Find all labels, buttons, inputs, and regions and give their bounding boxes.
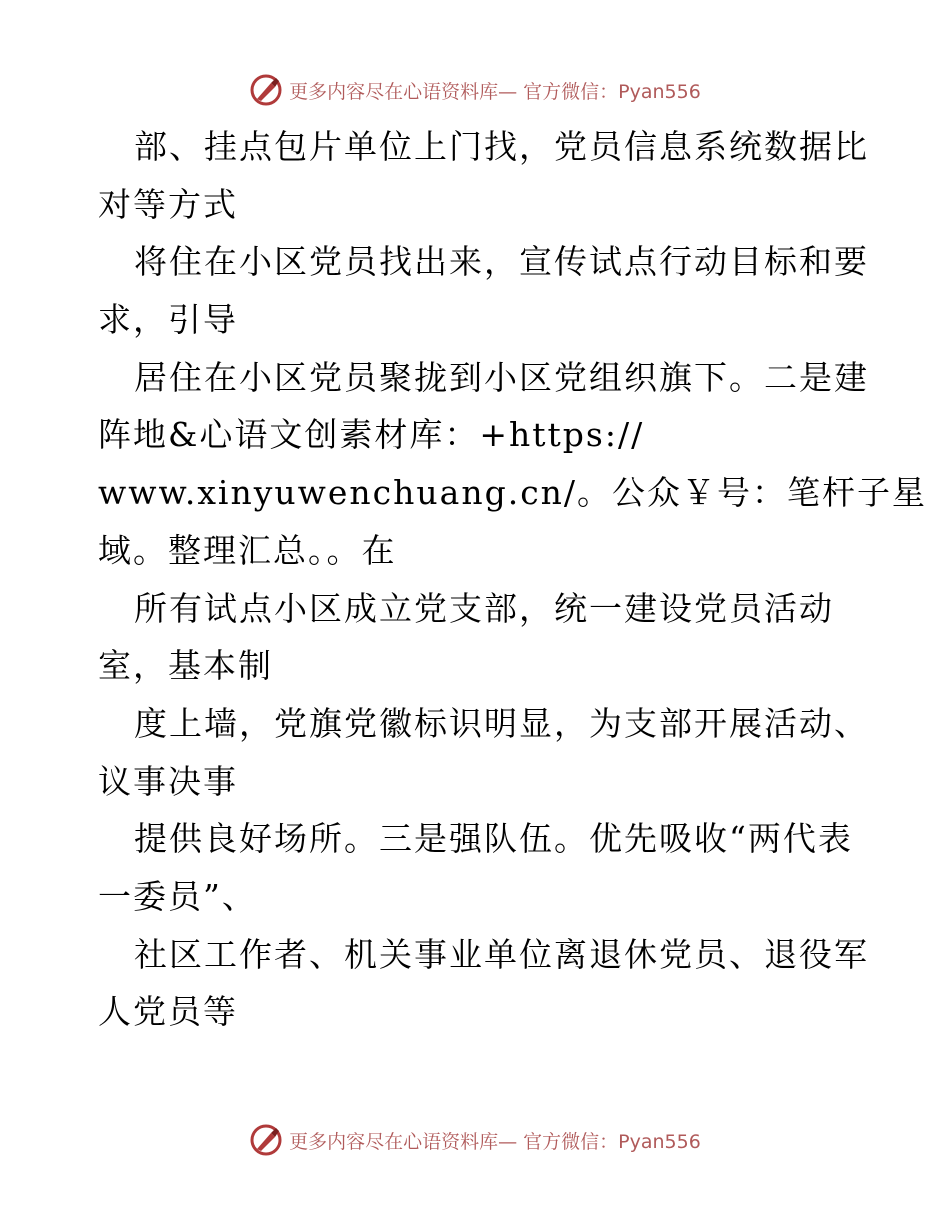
text-line: 对等方式 [98,184,238,224]
text-line: 提供良好场所。三是强队伍。优先吸收“两代表 [134,819,853,859]
text-line: 人党员等 [98,992,238,1032]
header-banner [0,70,950,110]
text-line: 阵地&心语文创素材库：+https:// [98,415,645,455]
text-line: 度上墙，党旗党徽标识明显，为支部开展活动、 [134,703,869,743]
text-line: 所有试点小区成立党支部，统一建设党员活动 [134,588,834,628]
text-line: 社区工作者、机关事业单位离退休党员、退役军 [134,934,869,974]
text-line: 域。整理汇总。。在 [98,530,397,570]
text-line: 室，基本制 [98,646,273,686]
banner-tagline: 更多内容尽在心语资料库— [289,80,518,103]
text-line: 将住在小区党员找出来，宣传试点行动目标和要 [134,242,869,282]
pen-logo-icon [249,1123,283,1157]
pen-logo-icon [249,73,283,107]
text-line: www.xinyuwenchuang.cn/。公众￥号：笔杆子星 [98,473,928,513]
text-line: 部、挂点包片单位上门找，党员信息系统数据比 [134,127,869,166]
banner-contact: 官方微信：Pyan556 [523,1130,701,1153]
footer-banner [0,1120,950,1160]
document-body [98,118,928,1041]
text-line: 居住在小区党员聚拢到小区党组织旗下。二是建 [134,357,869,397]
text-line: 一委员”、 [98,876,257,916]
text-line: 议事决事 [98,761,238,801]
text-line: 求，引导 [98,300,238,340]
banner-tagline: 更多内容尽在心语资料库— [289,1130,518,1153]
banner-contact: 官方微信：Pyan556 [523,80,701,103]
